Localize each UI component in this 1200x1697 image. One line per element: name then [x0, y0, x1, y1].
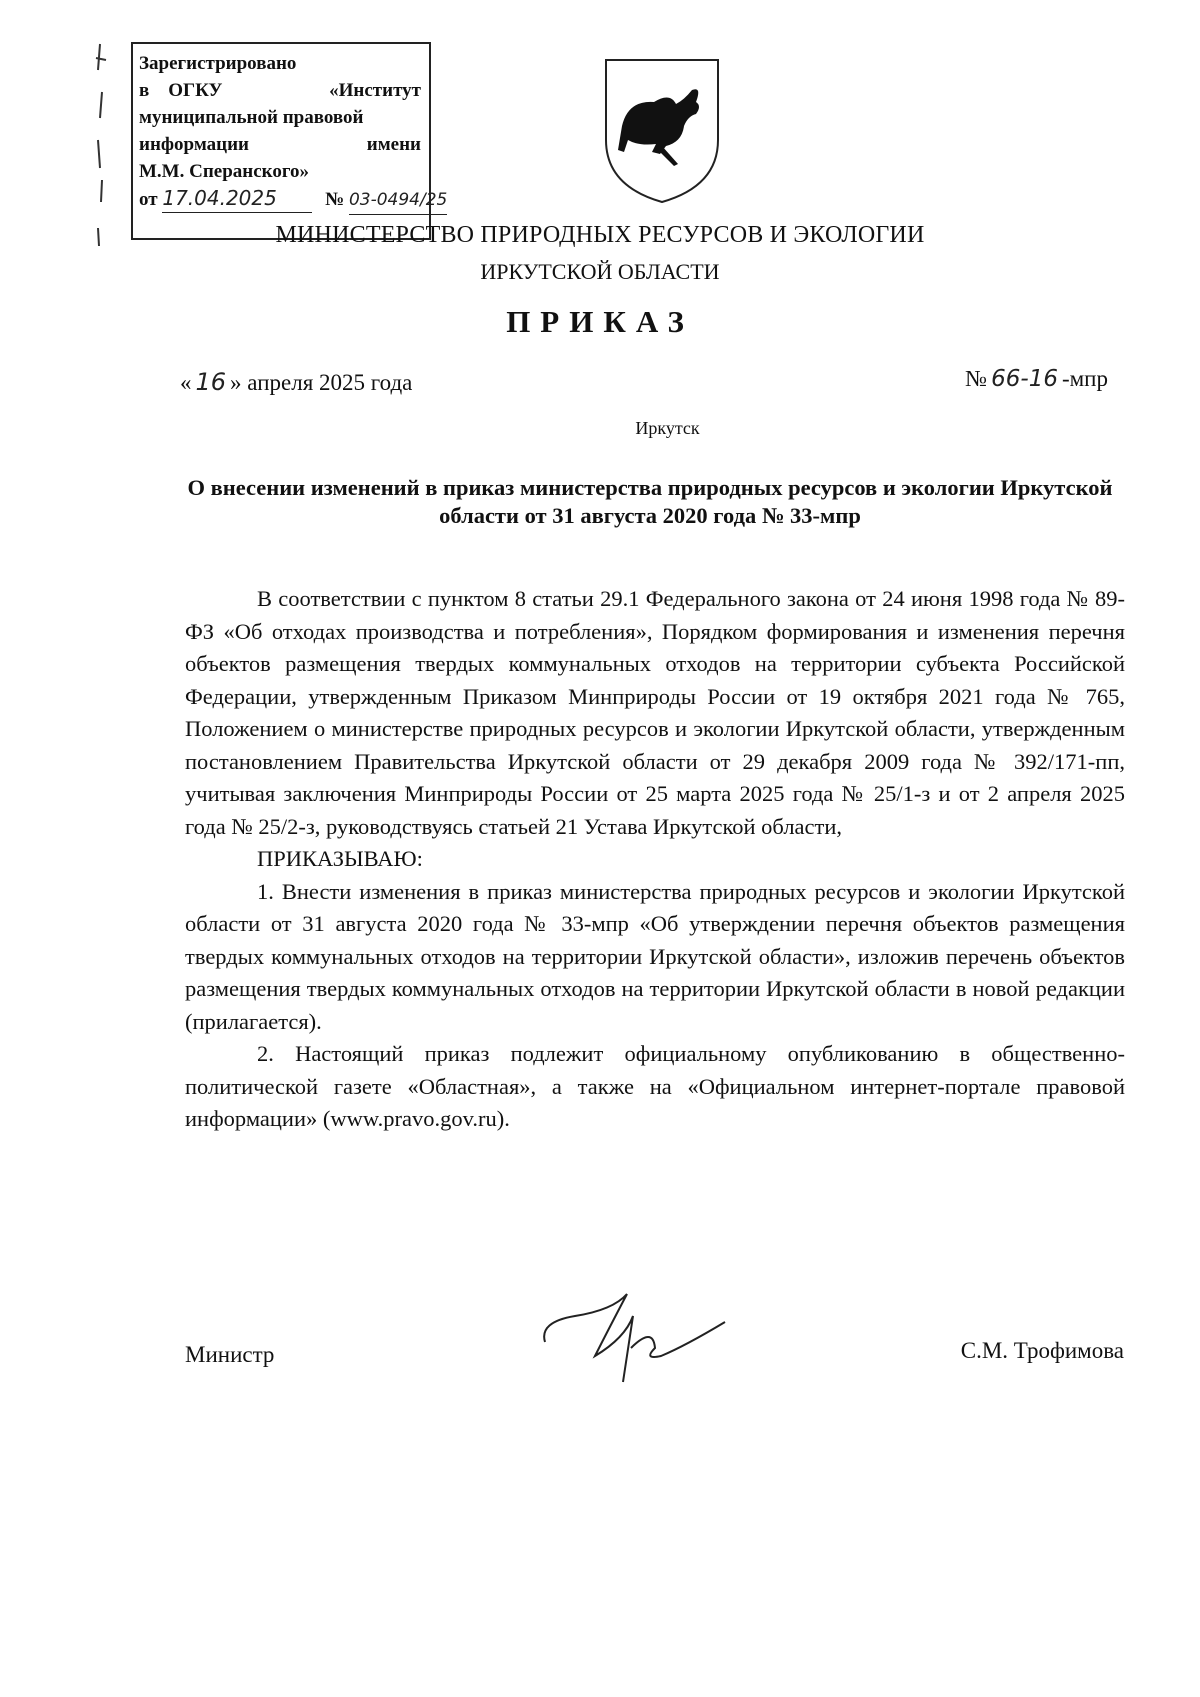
stamp-date-label: от [139, 189, 158, 210]
stamp-line-3: муниципальной правовой [139, 107, 364, 128]
stamp-line-4 [139, 131, 421, 158]
signature-icon [535, 1286, 735, 1396]
stamp-line-2 [139, 77, 421, 104]
order-item-2: 2. Настоящий приказ подлежит официальному опубликованию в общественно-политической газете «Областная», а также на «Официальном интернет-портале правовой информации» (www.pravo.gov.ru). [185, 1041, 1125, 1131]
date-day: 16 [195, 368, 227, 396]
order-number [965, 366, 1108, 392]
coat-of-arms-icon [602, 56, 722, 206]
order-item-1: 1. Внести изменения в приказ министерства природных ресурсов и экологии Иркутской области от 31 августа 2020 года № 33-мпр «Об утверждении перечня объектов размещения твердых коммунальных отходов на территории Иркутской области», изложив перечень объектов размещения твердых коммунальных отходов на территории Иркутской области в новой редакции (прилагается). [185, 878, 1125, 1034]
signatory-title: Министр [185, 1342, 275, 1367]
stamp-date-value: 17.04.2025 [162, 185, 312, 213]
order-date [180, 368, 412, 396]
number-value: 66-16 [991, 366, 1058, 392]
stamp-line-1: Зарегистрировано [139, 53, 297, 74]
region-name: ИРКУТСКОЙ ОБЛАСТИ [480, 259, 720, 284]
stamp-line-5: М.М. Сперанского» [139, 161, 310, 182]
stamp-line-4-right: имени [366, 134, 421, 155]
date-open-quote: « [180, 370, 192, 395]
city: Иркутск [635, 418, 700, 438]
date-rest: » апреля 2025 года [230, 370, 413, 395]
document-type: ПРИКАЗ [506, 304, 694, 339]
signatory-name: С.М. Трофимова [960, 1338, 1124, 1363]
number-prefix: № [965, 366, 988, 391]
preamble: В соответствии с пунктом 8 статьи 29.1 Федерального закона от 24 июня 1998 года № 89-ФЗ «Об отходах производства и потребления», Порядком формирования и изменения перечня объектов размещения твердых коммунальных отходов на территории субъекта Российской Федерации, утвержденным Приказом Минприроды России от 19 октября 2021 года № 765, Положением о министерстве природных ресурсов и экологии Иркутской области, утвержденным постановлением Правительства Иркутской области от 29 декабря 2009 года № 392/171-пп, учитывая заключения Минприроды России от 25 марта 2025 года № 25/1-з и от 2 апреля 2025 года № 25/2-з, руководствуясь статьей 21 Устава Иркутской области, [185, 586, 1125, 839]
stamp-institute: «Институт [329, 80, 421, 101]
stamp-line-4-left: информации [139, 134, 249, 155]
order-word: ПРИКАЗЫВАЮ: [257, 846, 423, 871]
stamp-org: ОГКУ [168, 80, 223, 101]
ministry-name: МИНИСТЕРСТВО ПРИРОДНЫХ РЕСУРСОВ И ЭКОЛОГИИ [275, 222, 925, 248]
order-subject: О внесении изменений в приказ министерства природных ресурсов и экологии Иркутской области от 31 августа 2020 года № 33-мпр [187, 475, 1113, 528]
registration-stamp [131, 42, 448, 240]
stamp-line-6 [139, 185, 448, 212]
stamp-number-value: 03-0494/25 [349, 187, 447, 215]
stamp-prefix: в [139, 80, 150, 101]
stamp-number-label: № [325, 189, 345, 210]
number-suffix: -мпр [1061, 366, 1108, 391]
order-body [185, 583, 1125, 1136]
margin-marks-icon [88, 40, 118, 250]
